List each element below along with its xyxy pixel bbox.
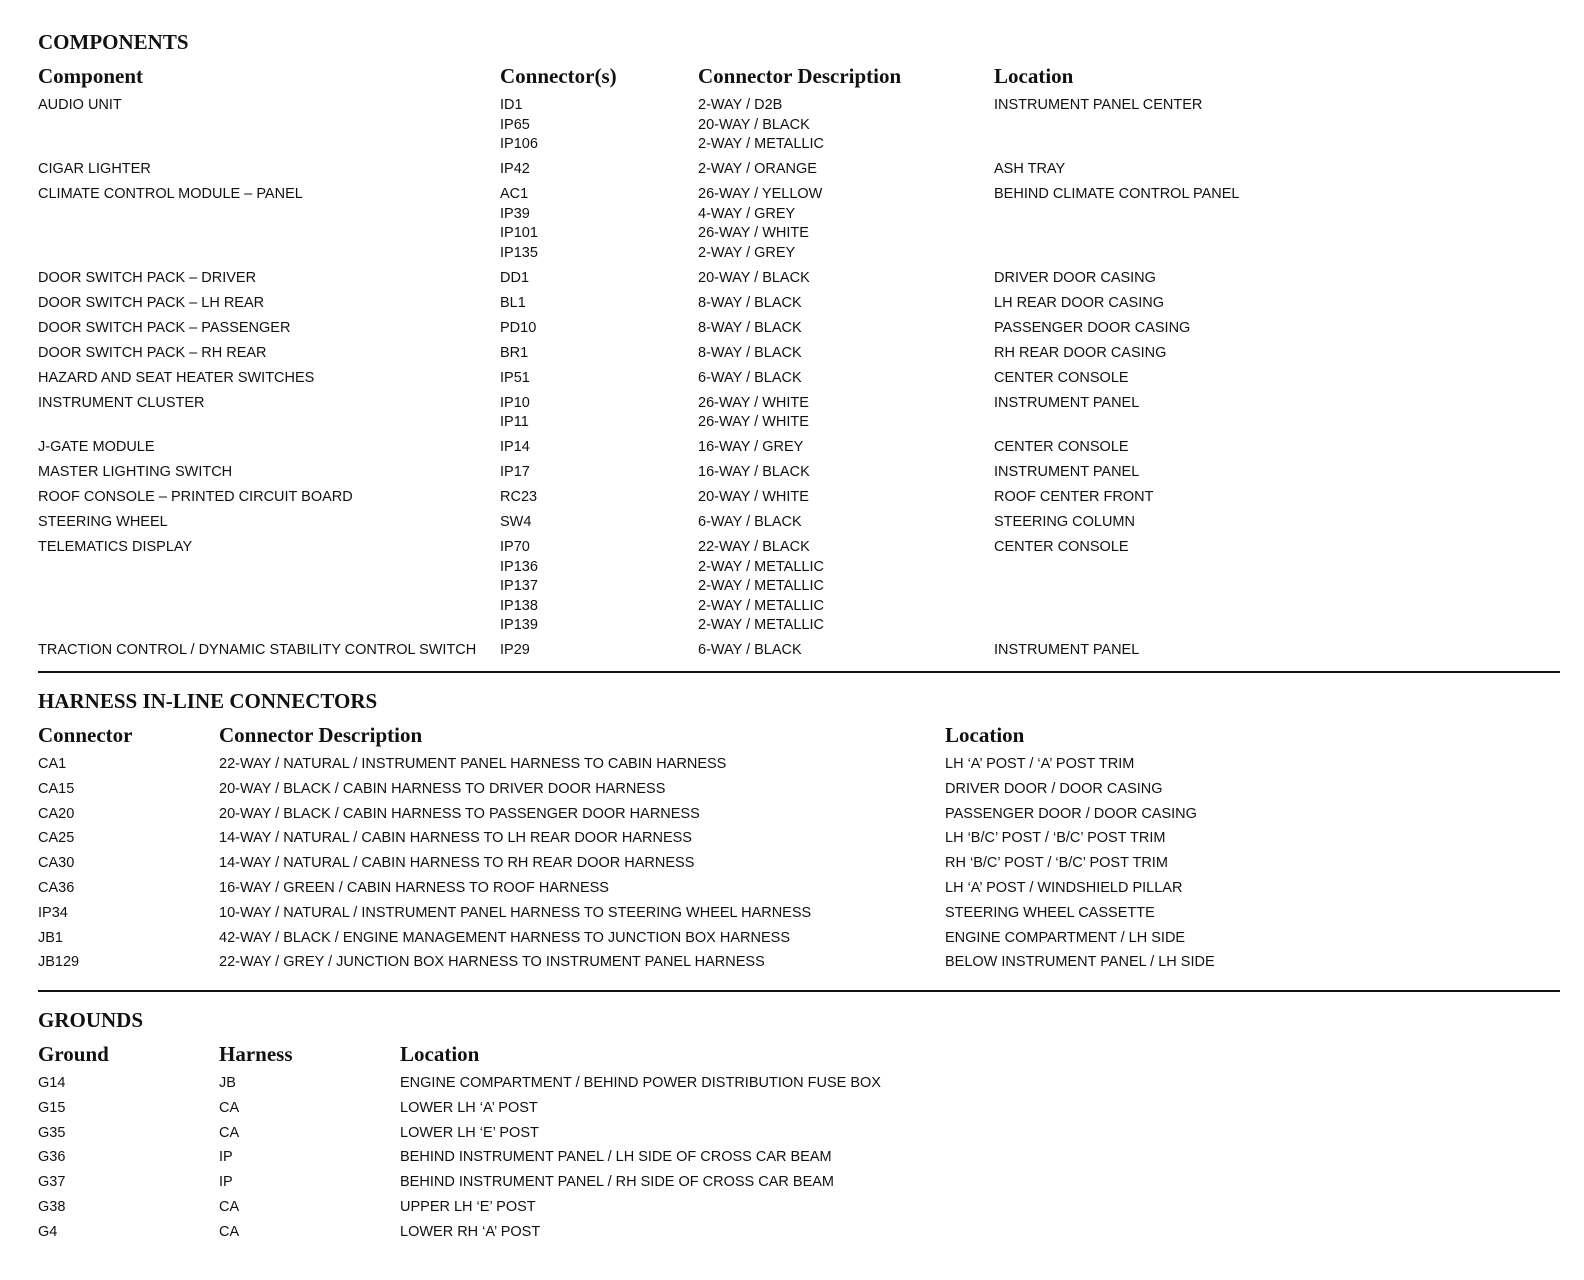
component-location: ASH TRAY <box>994 161 1066 177</box>
header-component: Component <box>38 64 144 88</box>
connector-id: AC1 <box>500 186 529 202</box>
connector-description: 22-WAY / BLACK <box>698 539 810 555</box>
connector-description: 14-WAY / NATURAL / CABIN HARNESS TO RH REAR DOOR HARNESS <box>219 855 695 872</box>
connector-location: BELOW INSTRUMENT PANEL / LH SIDE <box>945 954 1215 971</box>
table-row <box>38 160 1560 185</box>
connector-description: 26-WAY / YELLOW <box>698 186 823 202</box>
connector-id: BR1 <box>500 344 529 361</box>
ground-harness: JB <box>219 1075 236 1091</box>
component-name: J-GATE MODULE <box>38 439 155 455</box>
connector-description: 6-WAY / BLACK <box>698 642 802 658</box>
connector-id: CA36 <box>38 879 75 896</box>
description-list <box>698 344 802 364</box>
connector-location: LH ‘B/C’ POST / ‘B/C’ POST TRIM <box>945 830 1166 847</box>
connector-description: 6-WAY / BLACK <box>698 514 802 530</box>
table-row <box>38 904 1560 929</box>
table-row <box>38 344 1560 369</box>
harness-title: HARNESS IN-LINE CONNECTORS <box>38 689 378 713</box>
component-name: DOOR SWITCH PACK – PASSENGER <box>38 319 291 336</box>
connector-description: 20-WAY / BLACK <box>698 116 810 133</box>
connector-description: 2-WAY / METALLIC <box>698 617 824 633</box>
component-name: ROOF CONSOLE – PRINTED CIRCUIT BOARD <box>38 489 353 505</box>
connector-location: STEERING WHEEL CASSETTE <box>945 904 1155 921</box>
table-row <box>38 488 1560 513</box>
component-name: AUDIO UNIT <box>38 97 122 113</box>
component-name: DOOR SWITCH PACK – LH REAR <box>38 294 265 311</box>
component-name: MASTER LIGHTING SWITCH <box>38 464 233 480</box>
ground-id: G36 <box>38 1149 66 1166</box>
connector-id: ID1 <box>500 97 523 113</box>
connector-description: 16-WAY / GREY <box>698 439 804 455</box>
connector-description: 8-WAY / BLACK <box>698 294 802 311</box>
connector-description: 26-WAY / WHITE <box>698 225 809 241</box>
table-row <box>38 879 1560 904</box>
connector-id: IP17 <box>500 464 530 480</box>
connector-id: BL1 <box>500 294 526 311</box>
ground-id: G4 <box>38 1223 58 1240</box>
components-title: COMPONENTS <box>38 30 189 54</box>
table-row <box>38 185 1560 269</box>
header-connectors: Connector(s) <box>500 64 617 88</box>
connector-description: 20-WAY / WHITE <box>698 489 809 505</box>
ground-id: G35 <box>38 1124 66 1141</box>
connector-description: 2-WAY / METALLIC <box>698 136 824 152</box>
connector-description: 26-WAY / WHITE <box>698 394 809 411</box>
connector-list <box>500 185 538 263</box>
grounds-table <box>38 1074 1560 1248</box>
section-divider <box>38 671 1560 673</box>
table-row <box>38 953 1560 978</box>
connector-list <box>500 538 538 636</box>
connector-description: 2-WAY / METALLIC <box>698 558 824 575</box>
table-row <box>38 805 1560 830</box>
connector-description: 14-WAY / NATURAL / CABIN HARNESS TO LH REAR DOOR HARNESS <box>219 830 692 847</box>
component-location: RH REAR DOOR CASING <box>994 344 1167 361</box>
connector-id: IP138 <box>500 597 538 614</box>
description-list <box>698 463 810 483</box>
component-name: CLIMATE CONTROL MODULE – PANEL <box>38 186 303 202</box>
harness-section <box>38 689 1560 978</box>
connector-id: IP51 <box>500 369 530 386</box>
table-row <box>38 269 1560 294</box>
connector-description: 42-WAY / BLACK / ENGINE MANAGEMENT HARNESS TO JUNCTION BOX HARNESS <box>219 929 790 946</box>
connector-list <box>500 96 538 155</box>
table-row <box>38 1124 1560 1149</box>
ground-harness: IP <box>219 1149 233 1166</box>
table-row <box>38 641 1560 666</box>
header-location: Location <box>994 64 1074 88</box>
description-list <box>698 641 802 661</box>
component-location: LH REAR DOOR CASING <box>994 294 1164 311</box>
component-location: CENTER CONSOLE <box>994 539 1129 555</box>
description-list <box>698 269 810 289</box>
ground-location: BEHIND INSTRUMENT PANEL / RH SIDE OF CROSS CAR BEAM <box>400 1174 834 1191</box>
connector-description: 2-WAY / GREY <box>698 244 796 261</box>
grounds-header-row <box>38 1042 1560 1074</box>
table-row <box>38 780 1560 805</box>
table-row <box>38 463 1560 488</box>
ground-id: G38 <box>38 1198 66 1215</box>
component-location: INSTRUMENT PANEL <box>994 642 1140 658</box>
connector-id: CA25 <box>38 830 75 847</box>
connector-id: IP139 <box>500 617 538 633</box>
connector-description: 20-WAY / BLACK / CABIN HARNESS TO DRIVER DOOR HARNESS <box>219 780 666 797</box>
description-list <box>698 96 824 155</box>
ground-id: G37 <box>38 1174 66 1191</box>
table-row <box>38 1148 1560 1173</box>
grounds-section <box>38 1008 1560 1248</box>
ground-location: LOWER RH ‘A’ POST <box>400 1223 541 1240</box>
table-row <box>38 538 1560 641</box>
connector-description: 20-WAY / BLACK <box>698 269 810 286</box>
connector-id: IP29 <box>500 642 530 658</box>
description-list <box>698 488 809 508</box>
table-row <box>38 829 1560 854</box>
connector-id: IP101 <box>500 225 538 241</box>
description-list <box>698 538 824 636</box>
description-list <box>698 294 802 314</box>
connector-description: 4-WAY / GREY <box>698 205 796 222</box>
harness-table <box>38 755 1560 978</box>
connector-list <box>500 641 530 661</box>
connector-list <box>500 513 531 533</box>
header-connector-description: Connector Description <box>698 64 902 88</box>
table-row <box>38 319 1560 344</box>
table-row <box>38 438 1560 463</box>
connector-location: LH ‘A’ POST / WINDSHIELD PILLAR <box>945 879 1183 896</box>
ground-id: G14 <box>38 1075 66 1091</box>
connector-description: 2-WAY / ORANGE <box>698 161 817 177</box>
connector-id: CA15 <box>38 780 75 797</box>
ground-location: UPPER LH ‘E’ POST <box>400 1198 536 1215</box>
connector-description: 2-WAY / D2B <box>698 97 783 113</box>
connector-id: IP70 <box>500 539 530 555</box>
description-list <box>698 319 802 339</box>
components-section <box>38 30 1560 666</box>
connector-id: IP14 <box>500 439 530 455</box>
connector-id: IP10 <box>500 394 530 411</box>
components-header-row <box>38 64 1560 96</box>
component-location: STEERING COLUMN <box>994 514 1135 530</box>
table-row <box>38 755 1560 780</box>
ground-location: BEHIND INSTRUMENT PANEL / LH SIDE OF CROSS CAR BEAM <box>400 1149 832 1166</box>
connector-id: DD1 <box>500 269 530 286</box>
component-name: DOOR SWITCH PACK – RH REAR <box>38 344 267 361</box>
table-row <box>38 394 1560 439</box>
table-row <box>38 1099 1560 1124</box>
connector-description: 16-WAY / BLACK <box>698 464 810 480</box>
connector-description: 8-WAY / BLACK <box>698 344 802 361</box>
connector-id: SW4 <box>500 514 532 530</box>
connector-id: IP137 <box>500 578 538 594</box>
description-list <box>698 438 803 458</box>
header-ground-location: Location <box>400 1042 480 1066</box>
component-location: PASSENGER DOOR CASING <box>994 319 1191 336</box>
connector-id: IP65 <box>500 116 530 133</box>
connector-description: 16-WAY / GREEN / CABIN HARNESS TO ROOF HARNESS <box>219 879 609 896</box>
connector-description: 10-WAY / NATURAL / INSTRUMENT PANEL HARNESS TO STEERING WHEEL HARNESS <box>219 904 812 921</box>
component-name: TELEMATICS DISPLAY <box>38 539 193 555</box>
header-harness-location: Location <box>945 723 1025 747</box>
component-name: STEERING WHEEL <box>38 514 168 530</box>
connector-location: LH ‘A’ POST / ‘A’ POST TRIM <box>945 756 1135 772</box>
connector-id: PD10 <box>500 319 537 336</box>
component-name: HAZARD AND SEAT HEATER SWITCHES <box>38 369 315 386</box>
header-connector: Connector <box>38 723 133 747</box>
connector-list <box>500 488 537 508</box>
table-row <box>38 854 1560 879</box>
connector-id: IP34 <box>38 904 68 921</box>
table-row <box>38 513 1560 538</box>
header-ground: Ground <box>38 1042 109 1066</box>
connector-id: IP11 <box>500 414 529 430</box>
connector-description: 8-WAY / BLACK <box>698 319 802 336</box>
connector-list <box>500 160 530 180</box>
ground-harness: CA <box>219 1124 240 1141</box>
section-divider <box>38 990 1560 992</box>
table-row <box>38 1223 1560 1248</box>
connector-description: 22-WAY / NATURAL / INSTRUMENT PANEL HARNESS TO CABIN HARNESS <box>219 756 727 772</box>
table-row <box>38 929 1560 954</box>
connector-list <box>500 394 530 433</box>
component-location: ROOF CENTER FRONT <box>994 489 1154 505</box>
component-location: INSTRUMENT PANEL <box>994 394 1140 411</box>
connector-id: IP106 <box>500 136 538 152</box>
table-row <box>38 294 1560 319</box>
connector-list <box>500 319 536 339</box>
ground-location: ENGINE COMPARTMENT / BEHIND POWER DISTRIBUTION FUSE BOX <box>400 1075 881 1091</box>
connector-list <box>500 463 530 483</box>
table-row <box>38 96 1560 160</box>
components-table <box>38 96 1560 666</box>
table-row <box>38 369 1560 394</box>
component-location: BEHIND CLIMATE CONTROL PANEL <box>994 186 1240 202</box>
ground-harness: IP <box>219 1174 233 1191</box>
connector-id: IP136 <box>500 558 538 575</box>
connector-list <box>500 269 529 289</box>
connector-id: IP135 <box>500 244 538 261</box>
connector-id: IP39 <box>500 205 530 222</box>
description-list <box>698 369 802 389</box>
connector-id: CA30 <box>38 855 75 872</box>
connector-list <box>500 438 530 458</box>
component-location: INSTRUMENT PANEL <box>994 464 1140 480</box>
connector-description: 6-WAY / BLACK <box>698 369 802 386</box>
connector-list <box>500 294 526 314</box>
ground-id: G15 <box>38 1099 66 1116</box>
connector-id: CA20 <box>38 805 75 822</box>
connector-description: 2-WAY / METALLIC <box>698 597 824 614</box>
connector-description: 26-WAY / WHITE <box>698 414 809 430</box>
component-location: CENTER CONSOLE <box>994 369 1129 386</box>
connector-location: PASSENGER DOOR / DOOR CASING <box>945 805 1197 822</box>
connector-id: IP42 <box>500 161 530 177</box>
header-harness: Harness <box>219 1042 293 1066</box>
component-name: CIGAR LIGHTER <box>38 161 151 177</box>
ground-location: LOWER LH ‘E’ POST <box>400 1124 539 1141</box>
connector-description: 20-WAY / BLACK / CABIN HARNESS TO PASSENGER DOOR HARNESS <box>219 805 700 822</box>
component-name: DOOR SWITCH PACK – DRIVER <box>38 269 257 286</box>
component-location: DRIVER DOOR CASING <box>994 269 1156 286</box>
connector-id: RC23 <box>500 489 538 505</box>
component-location: CENTER CONSOLE <box>994 439 1129 455</box>
table-row <box>38 1173 1560 1198</box>
connector-list <box>500 369 530 389</box>
ground-harness: CA <box>219 1099 240 1116</box>
ground-harness: CA <box>219 1198 240 1215</box>
grounds-title: GROUNDS <box>38 1008 144 1032</box>
component-location: INSTRUMENT PANEL CENTER <box>994 97 1203 113</box>
connector-location: ENGINE COMPARTMENT / LH SIDE <box>945 929 1186 946</box>
ground-harness: CA <box>219 1223 240 1240</box>
description-list <box>698 185 822 263</box>
header-harness-description: Connector Description <box>219 723 423 747</box>
connector-description: 2-WAY / METALLIC <box>698 578 824 594</box>
component-name: TRACTION CONTROL / DYNAMIC STABILITY CONTROL SWITCH <box>38 642 477 658</box>
description-list <box>698 160 817 180</box>
harness-header-row <box>38 723 1560 755</box>
connector-list <box>500 344 528 364</box>
connector-id: CA1 <box>38 756 67 772</box>
connector-id: JB129 <box>38 954 80 971</box>
description-list <box>698 394 809 433</box>
connector-location: RH ‘B/C’ POST / ‘B/C’ POST TRIM <box>945 855 1168 872</box>
connector-description: 22-WAY / GREY / JUNCTION BOX HARNESS TO INSTRUMENT PANEL HARNESS <box>219 954 765 971</box>
description-list <box>698 513 802 533</box>
component-name: INSTRUMENT CLUSTER <box>38 394 205 411</box>
ground-location: LOWER LH ‘A’ POST <box>400 1099 538 1116</box>
table-row <box>38 1074 1560 1099</box>
connector-location: DRIVER DOOR / DOOR CASING <box>945 780 1163 797</box>
connector-id: JB1 <box>38 929 63 946</box>
table-row <box>38 1198 1560 1223</box>
